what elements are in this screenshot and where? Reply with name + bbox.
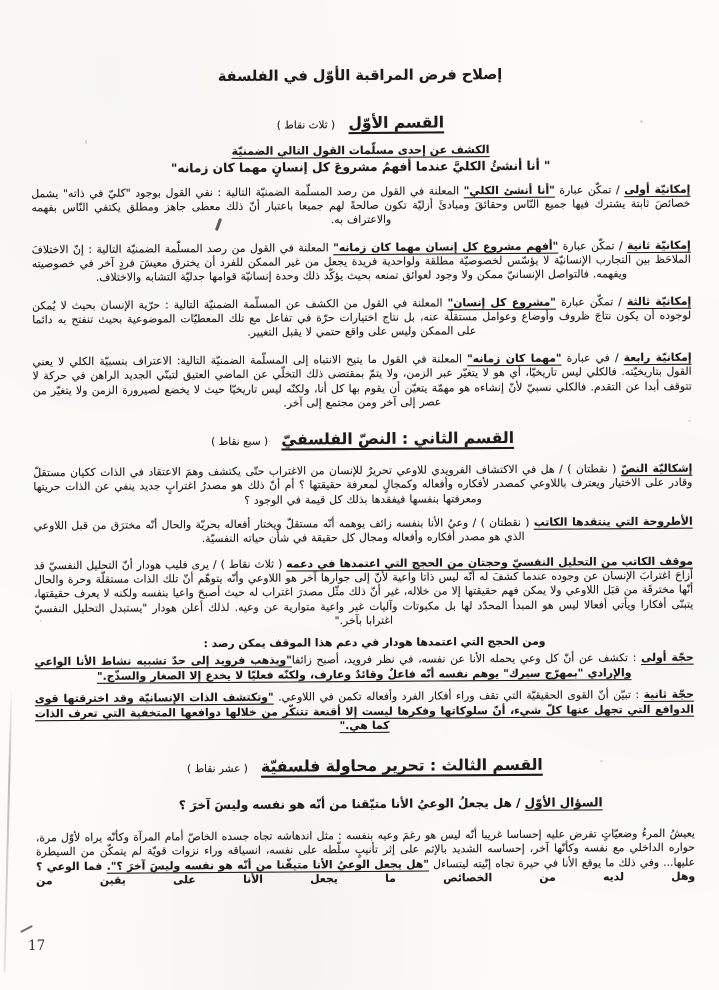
possibility-4-body: المعلنة في القول ما يتيح الانتباه إلى المسلّمة الضمنيّة التالية: الاعتراف بنسبيّة الكلي لا يعني القول بتاريخيّته. فالكلي ليس تاريخيّا، أي هو لا يتغيّر عبر الزمن، ولا يتمّ بمقتضى ذلك التخلّي عن الماضي العتيق لتبنّي الجديد الراهن في حركة لا تتوقف أبدا عن التقدم. فالكلي نسبيّ لأنّ إنشاءه هو مهمّة يتعيّن أن يقوم بها كل أنا، ولكنّه ليس تاريخيّا حيث لا يخضع لصيرورة الزمن ولا يتغيّر من عصر إلى آخر ومن مجتمع إلى آخر.	[32, 352, 692, 410]
first-question-line	[36, 793, 695, 816]
text-problematic-body: هل في الاكتشاف الفرويدي للاوعي تحريرٌ للإنسان من الاغتراب حتّى يكتشف وهمَ الاعتقاد في الذات ككيان مستقلّ وقادر على الاختيار ويعترف باللاوعي كمصدر لأفكاره وأفعاله وكمجالٍ لمعرفة حقيقتها ؟ أم أنّ ذلك هو مصدرُ اغترابٍ جديد ينفي عن الذات حريتها ومعرفتها بنفسها فيفقدها بذلك كل قيمة في الوجود ؟	[33, 462, 693, 507]
section-2-heading	[33, 418, 692, 456]
text-problematic-paragraph	[33, 462, 692, 510]
section-1-quote: " أنا أنشئُ الكليَّ عندما أفهمُ مشروعَ كل إنسانٍ مهما كان زمانه"	[170, 158, 551, 175]
section-3-points: ( عشر نقاط )	[186, 763, 248, 776]
first-question-text: هل يجعلُ الوعيُ الأنا متيّقنا من أنّه هو نفسه وليسَ آخرَ ؟	[178, 795, 512, 813]
scan-speck	[640, 120, 643, 123]
possibility-4-paragraph	[32, 351, 691, 413]
criticized-thesis-body: وعيُ الأنا بنفسه زائف يوهمه أنّه مستقلّ ويختار أفعاله بحريّة والحال أنّه مخترَق من قبل اللاوعي الذي هو مصدر أفكاره وأفعاله ومجال كل حقيقة في شأن حياته النفسيّة.	[33, 516, 525, 546]
possibility-4-label: إمكانيّة رابعة	[623, 350, 692, 364]
possibility-2-phrase: "أفهم مشروع كل إنسان مهما كان زمانه"	[333, 239, 559, 254]
possibility-3-paragraph	[32, 294, 691, 342]
essay-question-quote: "هل يجعل الوعيُ الأنا متيقّنا من أنّه هو نفسه وليسَ آخرَ ؟".	[106, 857, 430, 873]
argument-2-quote: "وتكتشف الذات الإنسانيّة وقد اخترقتها قوى الدوافع التي تجهل عنها كلّ شيء، أنّ سلوكاتها وفكرها ليست إلا أقنعة تتنكّر من خلالها دوافعها المتخفية التي تعرف الذات كما هي."	[34, 690, 695, 733]
possibility-3-label: إمكانيّة ثالثة	[626, 294, 692, 308]
page-number: 17	[28, 938, 46, 954]
essay-tail-text: فما الوعي ؟ وهل لديه من الخصائص ما يجعل الأنا على يقين من	[35, 859, 696, 888]
possibility-4-lead: / في عبارة	[561, 350, 624, 365]
section-1-points: ( ثلاث نقاط )	[276, 119, 336, 132]
possibility-1-lead: / تمكّن عبارة	[554, 182, 625, 197]
author-position-label: موقف الكاتب من التحليل النفسيّ وحجتان من الحجج التي اعتمدها في دعمه	[286, 554, 693, 571]
section-3-heading	[35, 745, 694, 783]
argument-1-quote: "ويذهب فرويد إلى حدّ تشبيه نشاط الأنا الواعي والإرادي "بمهرّج سيرك" يوهم نفسه أنّه فاعلٌ وقائدٌ وعارف، ولكنّه فعليّا لا يخدع إلا الصغار والسذّج."	[34, 653, 632, 683]
text-problematic-label: إشكاليّة النصّ	[620, 461, 693, 476]
essay-body-text: يعيشُ المرءُ وضعيّاتٍ تفرض عليه إحساسا غريبا أنّه ليس هو رغمَ وعيه بنفسه : مثل اندهاشه تجاه جسده الخاصّ أمام المرآة وكأنّه يراه لأوّل مرة، حواره الداخلي مع نفسه وكأنّها آخر، إحساسه الشديد بالإثم على إثر تأنيبٍ سلّطه على نفسه، انسياقه وراء نزوات قويّة لم يتمكّن من السيطرة عليها... وفي ذلك ما يوقع الأنا في حيرة تجاه إنّيته ليتساءل	[35, 826, 696, 871]
section-1-task: الكشف عن إحدى مسلّمات القول التالي الضمنيّة	[231, 142, 490, 158]
possibility-2-label: إمكانيّة ثانية	[627, 238, 691, 252]
possibility-1-label: إمكانيّة أولى	[624, 182, 691, 196]
author-position-paren: ( ثلاث نقاط ) /	[208, 557, 287, 571]
first-question-label: السؤال الأوّل	[524, 795, 603, 810]
possibility-1-phrase: "أنا أنشئ الكلي"	[463, 183, 555, 197]
document-title: إصلاح فرض المراقبة الأوّل في الفلسفة	[217, 67, 503, 85]
section-3-title: القسم الثالث : تحرير محاولة فلسفيّة	[261, 755, 543, 776]
section-1-title: القسم الأوّل	[348, 113, 445, 133]
section-2-title: القسم الثاني : النصّ الفلسفيّ	[281, 429, 515, 449]
possibility-1-body: المعلنة في القول من رصد المسلّمة الضمنيّة التالية : نفي القول بوجود "كليّ في ذاته" يشمل خصائصَ ثابتة يشترك فيها جميع النّاس وحقائقَ ومبادئَ أزليّة تكون صالحةً لهم جميعا باعتبار أنّ ذلك معطى جاهز ومطلق يكتفي النّاس بفهمه والاعتراف به.	[31, 183, 691, 227]
possibility-4-phrase: "مهما كان زمانه"	[467, 351, 562, 366]
possibility-2-lead: / تمكّن عبارة	[558, 238, 628, 253]
scan-speck	[85, 140, 87, 144]
criticized-thesis-label: الأطروحة التي ينتقدها الكاتب	[533, 514, 693, 529]
possibility-3-phrase: "مشروع كل إنسان"	[447, 295, 556, 310]
argument-1-body: : تكشف عن أنّ كل وعي يحمله الأنا عن نفسه، في نظر فرويد، أصبح زائفا	[291, 651, 642, 667]
section-1-heading	[31, 102, 690, 140]
scan-speck	[600, 760, 603, 762]
author-position-body: يرى فليب هودار أنّ التحليل النفسيّ قد أزاحَ اغترابَ الإنسان عن وجوده عندما كشفَ له أنّه ليس ذاتا واعية لأنّ إلى جوارها آخر هو اللاوعي وأنّه يتوهّم أنّ تلك الذات مستقلّة وحرة والحال أنّها مخترقَة من قبَل اللاوعي ولا يمكن فهم حقيقتها إلا من خلاله، غير أنّ ذلك مثّل مصدرَ اغتراب له حيث أصبحَ واعيا بنفسه ولكنه لا يعرف حقيقتها، يتبنّى أفكارا ويأتي أفعالا ليس هو المبدأ المحدّد لها بل مكبوتات وآليات غير واعية متوارية عن وعيه. لذلك أعلن هودار "يستبدل التحليل النفسيّ اغترابا بآخر."	[33, 557, 694, 628]
possibility-2-paragraph	[32, 238, 691, 286]
author-position-paragraph	[34, 554, 693, 630]
first-question-sep: /	[511, 795, 525, 810]
argument-2-paragraph	[35, 688, 694, 736]
possibility-1-paragraph	[31, 182, 690, 230]
argument-1-label: حجّة أولى	[641, 651, 694, 665]
scan-speck	[688, 420, 691, 422]
text-problematic-paren: ( نقطتان ) /	[554, 462, 621, 476]
arguments-intro-line: ومن الحجج التي اعتمدها هودار في دعم هذا الموقف يمكن رصد :	[203, 635, 546, 651]
possibility-3-body: المعلنة في القول من الكشف عن المسلّمة الضمنيّة التالية : حرّية الإنسان بحيث لا يُمكن لوجوده أن يكون نتاجَ ظروف وأوضاع وعوامل مستقلّة عنه، بل نتاج اختيارات حرّة في تفاعل مع تلك المعطيّات الموضوعية بحيث تنفتح به دائما على الممكن وليس على واقع حتمي لا يقبل التغيير.	[32, 296, 692, 340]
criticized-thesis-paren: ( نقطتان ) /	[468, 515, 534, 530]
argument-2-body: : تبيّن أنّ القوى الحقيقيّة التي تقف وراء أفكار الفرد وأفعاله تكمن في اللاوعي.	[273, 688, 644, 704]
essay-intro-paragraph	[36, 827, 695, 889]
section-2-points: ( سبع نقاط )	[211, 435, 269, 449]
possibility-3-lead: / تمكّن عبارة	[555, 294, 627, 309]
criticized-thesis-paragraph	[34, 515, 693, 548]
scan-speck	[40, 620, 42, 622]
argument-2-label: حجّة ثانية	[643, 687, 694, 702]
possibility-2-body: المعلنة في القول من رصد المسلّمة الضمنيّة التالية : إنّ الاختلافَ الملاحَظ بين التجارب الإنسانيّة لا يؤسّس لخصوصيّة مطلقة ولواحدية فريدة يجعل من غير الممكن للفرد أن يخترق معيشَ فردٍ آخر في خصوصيته ويفهمه. فالتواصل الإنسانيّ ممكن ولا وجود لعوائق تمنعه بحيث يؤكّد ذلك وحدة إنسانيّة قوامها جدليّة التشابه والاختلاف.	[31, 240, 691, 285]
argument-1-paragraph	[35, 651, 694, 684]
